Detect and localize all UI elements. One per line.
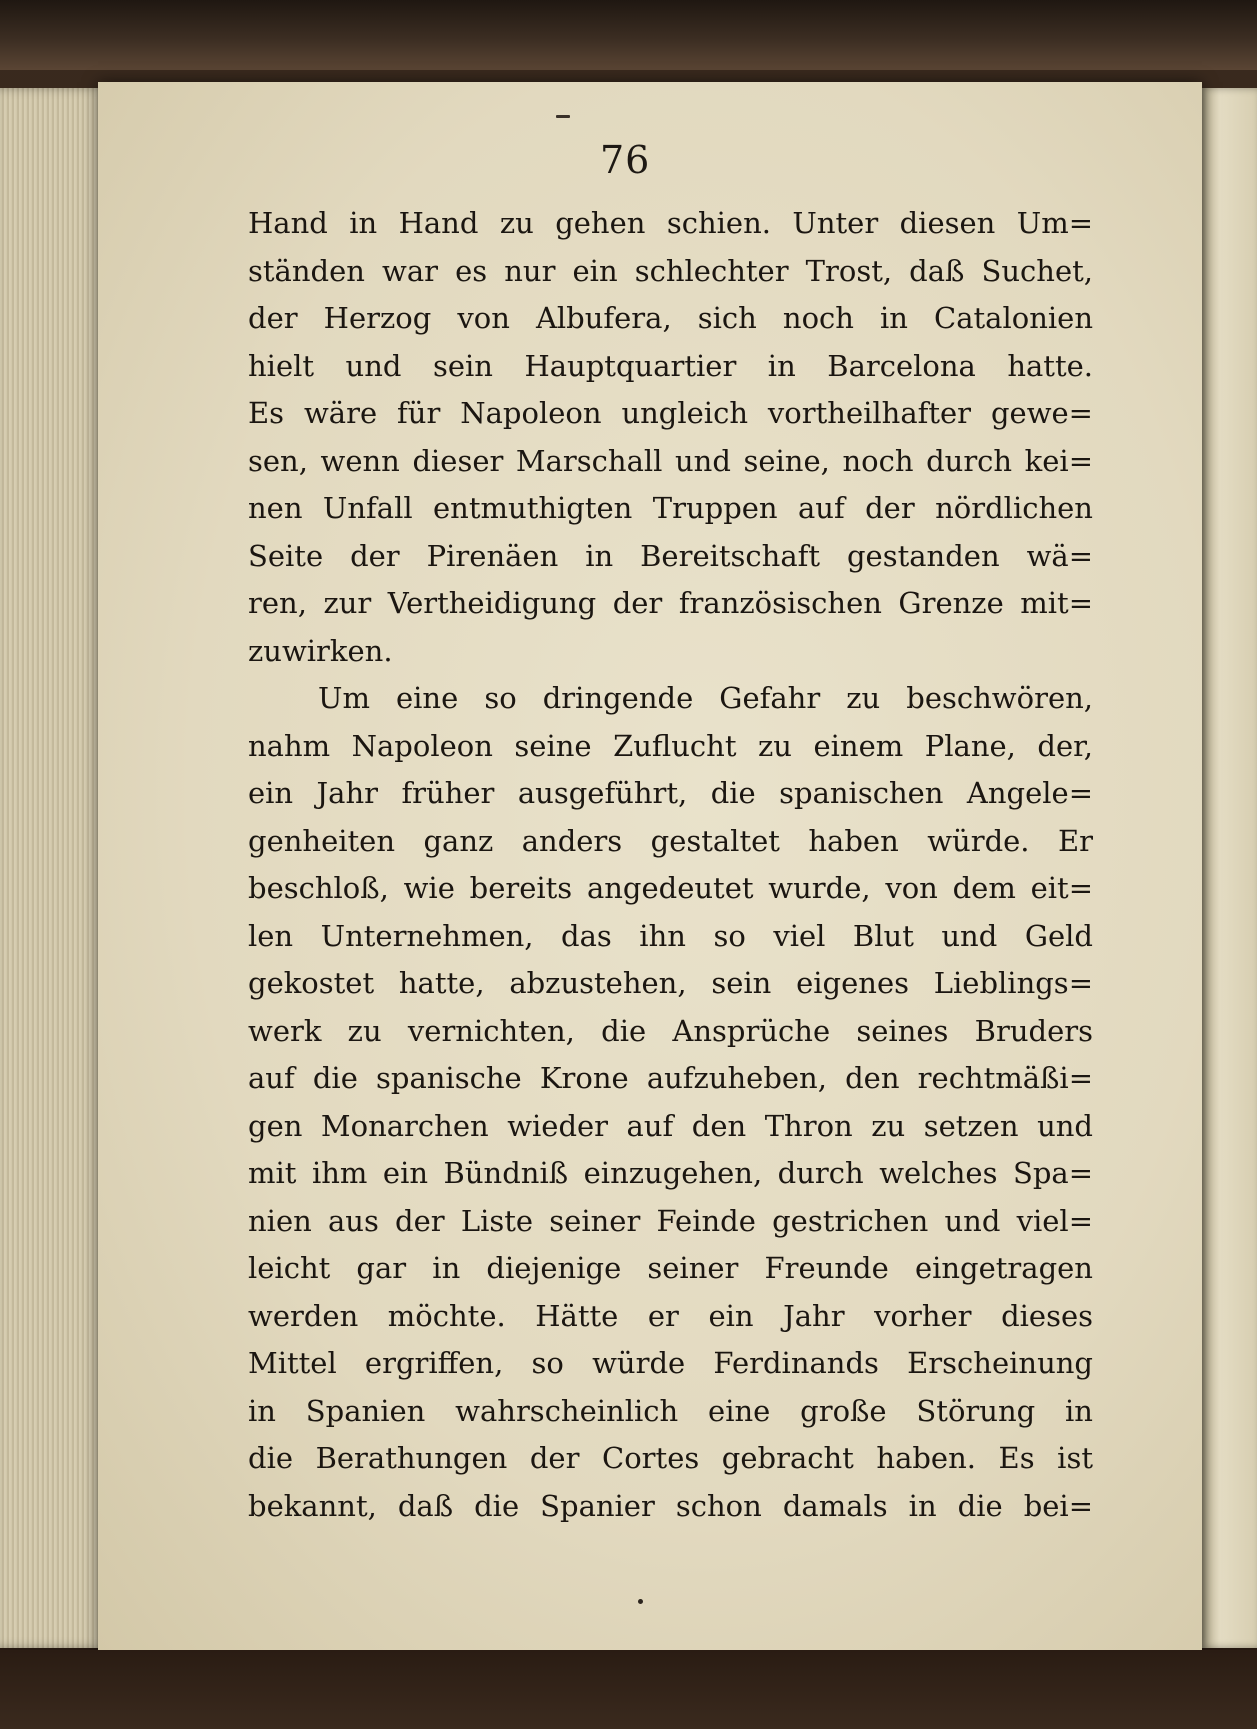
text-line: gen Monarchen wieder auf den Thron zu setzen und: [248, 1108, 1093, 1143]
text-line: Hand in Hand zu gehen schien. Unter diesen Um=: [248, 206, 1093, 240]
text-line: bekannt, daß die Spanier schon damals in die bei=: [248, 1488, 1093, 1523]
text-line: zuwirken.: [248, 633, 393, 668]
text-line: ren, zur Vertheidigung der französischen Grenze mit=: [248, 586, 1093, 620]
text-line: Um eine so dringende Gefahr zu beschwören,: [318, 681, 1093, 715]
text-line: mit ihm ein Bündniß einzugehen, durch welches Spa=: [248, 1156, 1093, 1190]
text-line: beschloß, wie bereits angedeutet wurde, von dem eit=: [248, 871, 1093, 905]
text-line: der Herzog von Albufera, sich noch in Catalonien: [248, 301, 1093, 335]
text-line: ständen war es nur ein schlechter Trost, daß Suchet,: [248, 253, 1093, 288]
text-line: len Unternehmen, das ihn so viel Blut und Geld: [248, 918, 1093, 953]
book-bottom-edge: [0, 1650, 1257, 1729]
text-line: Seite der Pirenäen in Bereitschaft gestanden wä=: [248, 538, 1093, 573]
text-line: die Berathungen der Cortes gebracht haben. Es ist: [248, 1441, 1093, 1475]
body-text: [248, 200, 1093, 1530]
text-line: werk zu vernichten, die Ansprüche seines Bruders: [248, 1013, 1093, 1048]
text-line: nien aus der Liste seiner Feinde gestrichen und viel=: [248, 1203, 1093, 1238]
text-line: Mittel ergriffen, so würde Ferdinands Erscheinung: [248, 1346, 1093, 1380]
text-line: Es wäre für Napoleon ungleich vortheilhafter gewe=: [248, 396, 1093, 430]
text-line: genheiten ganz anders gestaltet haben würde. Er: [248, 823, 1093, 858]
book-top-edge: [0, 0, 1257, 70]
header-dash: [556, 115, 570, 118]
text-line: in Spanien wahrscheinlich eine große Störung in: [248, 1393, 1093, 1428]
text-line: ein Jahr früher ausgeführt, die spanischen Angele=: [248, 776, 1093, 810]
text-line: sen, wenn dieser Marschall und seine, noch durch kei=: [248, 443, 1093, 478]
text-line: gekostet hatte, abzustehen, sein eigenes Lieblings=: [248, 966, 1093, 1000]
footer-mark: [638, 1599, 643, 1604]
text-line: nen Unfall entmuthigten Truppen auf der nördlichen: [248, 491, 1093, 525]
text-line: nahm Napoleon seine Zuflucht zu einem Plane, der,: [248, 728, 1093, 763]
text-line: leicht gar in diejenige seiner Freunde eingetragen: [248, 1251, 1093, 1285]
text-line: werden möchte. Hätte er ein Jahr vorher dieses: [248, 1298, 1093, 1333]
page-number: 76: [600, 138, 651, 182]
text-line: auf die spanische Krone aufzuheben, den rechtmäßi=: [248, 1061, 1093, 1095]
text-line: hielt und sein Hauptquartier in Barcelona hatte.: [248, 348, 1093, 383]
adjacent-page-edge: [1200, 88, 1257, 1648]
